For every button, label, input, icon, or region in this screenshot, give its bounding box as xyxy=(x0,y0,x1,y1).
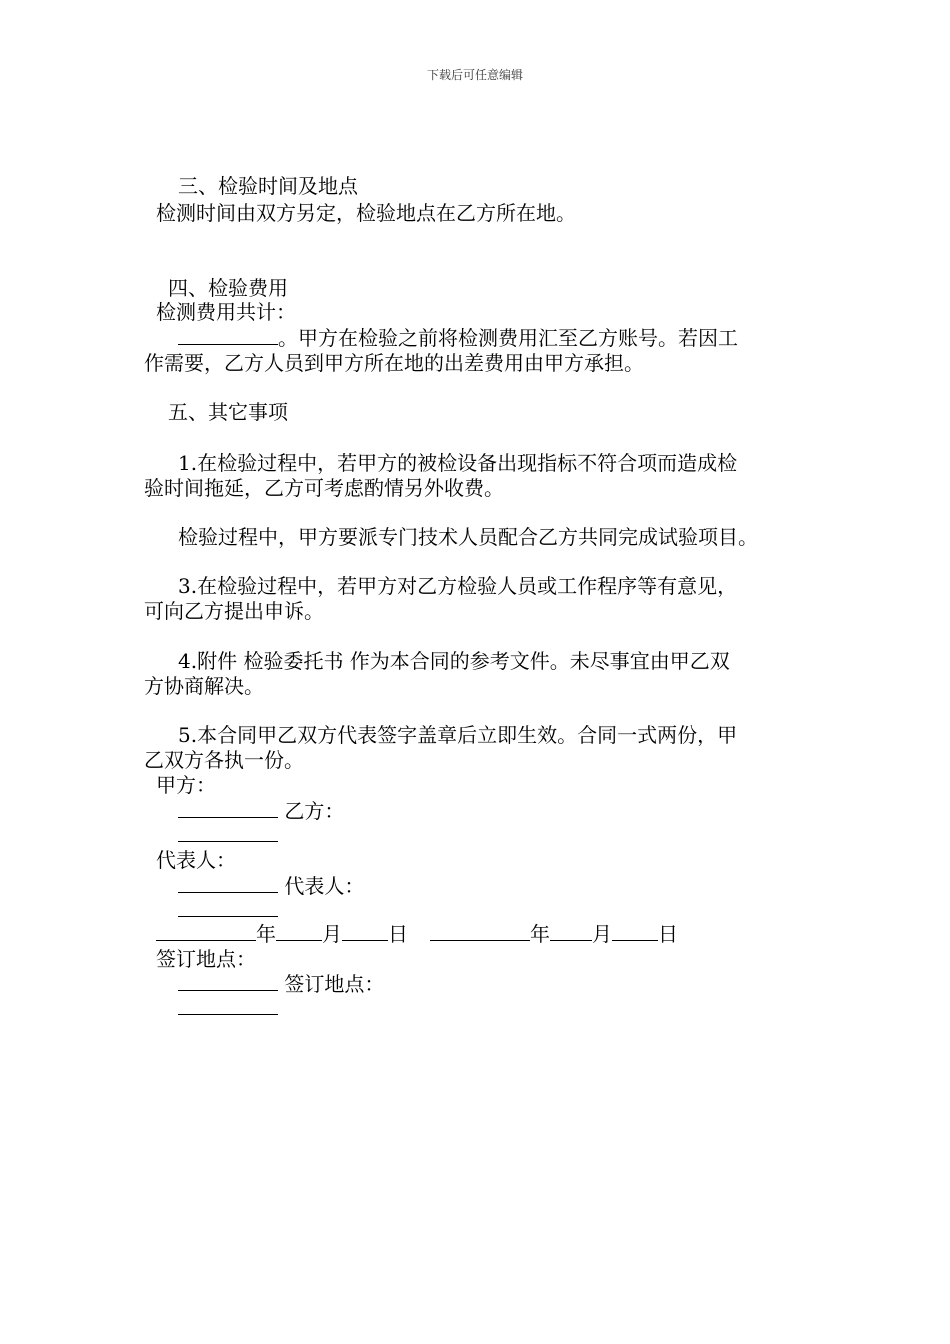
place-row xyxy=(178,972,384,996)
party-a-label: 甲方： xyxy=(156,773,216,797)
date-b-month-label: 月 xyxy=(592,922,612,946)
item1-line-a: 1.在检验过程中，若甲方的被检设备出现指标不符合项而造成检 xyxy=(178,451,738,475)
rep-a-label: 代表人： xyxy=(156,848,236,872)
date-b-year-label: 年 xyxy=(530,922,550,946)
date-b-year-blank[interactable] xyxy=(430,922,530,941)
date-row xyxy=(156,922,678,946)
item3-line-b: 可向乙方提出申诉。 xyxy=(144,599,324,623)
section4-text-b: 作需要，乙方人员到甲方所在地的出差费用由甲方承担。 xyxy=(144,351,644,375)
rep-b-blank[interactable] xyxy=(178,898,278,917)
date-a-year-label: 年 xyxy=(256,922,276,946)
section3-heading: 三、检验时间及地点 xyxy=(178,174,358,198)
party-b-blank[interactable] xyxy=(178,823,278,842)
fee-amount-blank[interactable] xyxy=(178,326,278,345)
party-b-row xyxy=(178,823,278,847)
item2-line: 检验过程中，甲方要派专门技术人员配合乙方共同完成试验项目。 xyxy=(178,525,758,549)
place-a-blank[interactable] xyxy=(178,972,278,991)
party-row xyxy=(178,799,344,823)
date-b-day-label: 日 xyxy=(658,922,678,946)
date-b-day-blank[interactable] xyxy=(612,922,658,941)
item3-line-a: 3.在检验过程中，若甲方对乙方检验人员或工作程序等有意见， xyxy=(178,574,738,598)
item5-line-a: 5.本合同甲乙双方代表签字盖章后立即生效。合同一式两份，甲 xyxy=(178,723,738,747)
date-a-day-blank[interactable] xyxy=(342,922,388,941)
place-b-row xyxy=(178,996,278,1020)
date-a-day-label: 日 xyxy=(388,922,408,946)
rep-b-label: 代表人： xyxy=(284,874,365,898)
item5-line-b: 乙双方各执一份。 xyxy=(144,748,304,772)
rep-a-blank[interactable] xyxy=(178,874,278,893)
rep-b-row xyxy=(178,898,278,922)
place-b-label: 签订地点： xyxy=(284,972,385,996)
place-b-blank[interactable] xyxy=(178,996,278,1015)
date-a-month-label: 月 xyxy=(322,922,342,946)
section4-line-a xyxy=(178,326,738,350)
section3-text: 检测时间由双方另定，检验地点在乙方所在地。 xyxy=(156,201,576,225)
item1-line-b: 验时间拖延，乙方可考虑酌情另外收费。 xyxy=(144,476,504,500)
section4-heading: 四、检验费用 xyxy=(168,276,288,300)
party-b-label: 乙方： xyxy=(284,799,345,823)
place-a-label: 签订地点： xyxy=(156,947,256,971)
item4-line-b: 方协商解决。 xyxy=(144,674,264,698)
page-header-note: 下载后可任意编辑 xyxy=(426,68,523,82)
date-b-month-blank[interactable] xyxy=(550,922,592,941)
section4-text-a: 。甲方在检验之前将检测费用汇至乙方账号。若因工 xyxy=(278,326,738,350)
section4-label: 检测费用共计： xyxy=(156,300,296,324)
date-a-year-blank[interactable] xyxy=(156,922,256,941)
date-a-month-blank[interactable] xyxy=(276,922,322,941)
section5-heading: 五、其它事项 xyxy=(168,400,288,424)
rep-row xyxy=(178,874,364,898)
item4-line-a: 4.附件 检验委托书 作为本合同的参考文件。未尽事宜由甲乙双 xyxy=(178,649,730,673)
party-a-blank[interactable] xyxy=(178,799,278,818)
